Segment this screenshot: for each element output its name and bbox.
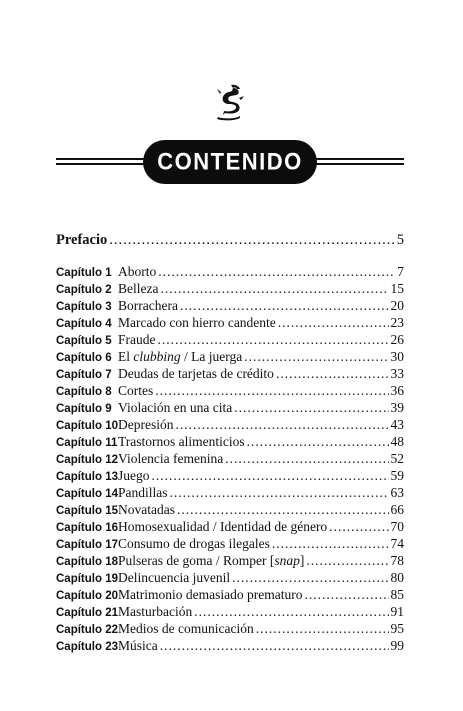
- chapter-entry: [118, 638, 404, 654]
- toc-entry[interactable]: [56, 604, 404, 621]
- chapter-page: 99: [390, 638, 404, 653]
- chapter-label: Capítulo 23: [56, 641, 118, 653]
- chapter-page: 36: [390, 383, 404, 398]
- chapter-label: Capítulo 15: [56, 505, 118, 517]
- chapter-title: Violencia femenina: [118, 451, 224, 466]
- title-pill: [143, 140, 317, 184]
- chapter-label: Capítulo 16: [56, 522, 118, 534]
- toc-entry[interactable]: [56, 468, 404, 485]
- toc-entry[interactable]: [56, 451, 404, 468]
- dot-leader: [177, 502, 389, 518]
- chapter-title: Trastornos alimenticios: [118, 434, 245, 449]
- prefacio-page: 5: [396, 232, 404, 248]
- dot-leader: [278, 315, 389, 331]
- chapter-title: Aborto: [118, 264, 157, 279]
- chapter-entry: [118, 451, 404, 467]
- chapter-title: Marcado con hierro candente: [118, 315, 276, 330]
- table-of-contents: [56, 264, 404, 655]
- toc-entry-prefacio[interactable]: [56, 232, 404, 248]
- dot-leader: [180, 298, 389, 314]
- dot-leader: [160, 638, 389, 654]
- chapter-entry: [118, 332, 404, 348]
- chapter-page: 85: [390, 587, 404, 602]
- chapter-label: Capítulo 3: [56, 301, 112, 313]
- chapter-label: Capítulo 20: [56, 590, 118, 602]
- toc-entry[interactable]: [56, 383, 404, 400]
- chapter-label: Capítulo 2: [56, 284, 112, 296]
- chapter-label: Capítulo 6: [56, 352, 112, 364]
- chapter-entry: [118, 536, 404, 552]
- toc-entry[interactable]: [56, 332, 404, 349]
- chapter-title: Pulseras de goma / Romper [snap]: [118, 553, 305, 568]
- chapter-page: 74: [390, 536, 404, 551]
- chapter-page: 78: [390, 553, 404, 568]
- dot-leader: [225, 451, 388, 467]
- chapter-page: 33: [390, 366, 404, 381]
- chapter-entry: [118, 553, 404, 569]
- toc-entry[interactable]: [56, 621, 404, 638]
- chapter-label: Capítulo 1: [56, 267, 112, 279]
- chapter-entry: [118, 502, 404, 518]
- toc-entry[interactable]: [56, 638, 404, 655]
- toc-entry[interactable]: [56, 587, 404, 604]
- toc-entry[interactable]: [56, 502, 404, 519]
- chapter-page: 70: [390, 519, 404, 534]
- chapter-title: Belleza: [118, 281, 159, 296]
- chapter-title: Borrachera: [118, 298, 178, 313]
- dot-leader: [272, 536, 389, 552]
- chapter-entry: [118, 468, 404, 484]
- dot-leader: [152, 468, 389, 484]
- dot-leader: [155, 383, 388, 399]
- chapter-label: Capítulo 7: [56, 369, 112, 381]
- chapter-entry: [118, 587, 404, 603]
- dot-leader: [256, 621, 389, 637]
- toc-entry[interactable]: [56, 298, 404, 315]
- chapter-title: Juego: [118, 468, 150, 483]
- chapter-entry: [118, 298, 404, 314]
- toc-entry[interactable]: [56, 281, 404, 298]
- chapter-label: Capítulo 14: [56, 488, 118, 500]
- chapter-page: 30: [390, 349, 404, 364]
- chapter-label: Capítulo 19: [56, 573, 118, 585]
- dot-leader: [158, 332, 389, 348]
- chapter-label: Capítulo 9: [56, 403, 112, 415]
- dot-leader: [232, 570, 388, 586]
- chapter-page: 7: [397, 264, 404, 279]
- chapter-page: 80: [390, 570, 404, 585]
- chapter-entry: [118, 366, 404, 382]
- chapter-label: Capítulo 10: [56, 420, 118, 432]
- chapter-page: 43: [390, 417, 404, 432]
- dot-leader: [158, 264, 395, 280]
- toc-entry[interactable]: [56, 434, 404, 451]
- toc-entry[interactable]: [56, 264, 404, 281]
- chapter-label: Capítulo 18: [56, 556, 118, 568]
- chapter-title: Depresión: [118, 417, 174, 432]
- chapter-page: 23: [390, 315, 404, 330]
- chapter-page: 95: [390, 621, 404, 636]
- chapter-title: Pandillas: [118, 485, 168, 500]
- chapter-entry: [118, 621, 404, 637]
- dot-leader: [175, 417, 388, 433]
- dot-leader: [160, 281, 388, 297]
- chapter-label: Capítulo 4: [56, 318, 112, 330]
- toc-entry[interactable]: [56, 536, 404, 553]
- toc-entry[interactable]: [56, 570, 404, 587]
- chapter-entry: [118, 570, 404, 586]
- prefacio-label: Prefacio: [56, 232, 108, 248]
- chapter-label: Capítulo 13: [56, 471, 118, 483]
- dot-leader: [247, 434, 389, 450]
- dot-leader: [304, 587, 388, 603]
- toc-entry[interactable]: [56, 366, 404, 383]
- dot-leader: [244, 349, 388, 365]
- chapter-entry: [118, 264, 404, 280]
- chapter-page: 26: [390, 332, 404, 347]
- chapter-title: Fraude: [118, 332, 156, 347]
- chapter-entry: [118, 604, 404, 620]
- chapter-entry: [118, 485, 404, 501]
- chapter-entry: [118, 417, 404, 433]
- chapter-entry: [118, 281, 404, 297]
- dot-leader: [109, 232, 394, 249]
- dot-leader: [170, 485, 389, 501]
- chapter-page: 48: [390, 434, 404, 449]
- dot-leader: [234, 400, 388, 416]
- chapter-title: Música: [118, 638, 158, 653]
- chapter-title: Matrimonio demasiado prematuro: [118, 587, 303, 602]
- chapter-entry: [118, 434, 404, 450]
- chapter-label: Capítulo 8: [56, 386, 112, 398]
- toc-entry[interactable]: [56, 417, 404, 434]
- chapter-page: 91: [390, 604, 404, 619]
- dot-leader: [194, 604, 388, 620]
- page-title: CONTENIDO: [157, 147, 303, 176]
- chapter-label: Capítulo 5: [56, 335, 112, 347]
- chapter-page: 20: [390, 298, 404, 313]
- toc-entry[interactable]: [56, 553, 404, 570]
- chapter-title: Homosexualidad / Identidad de género: [118, 519, 328, 534]
- chapter-title: Delincuencia juvenil: [118, 570, 231, 585]
- chapter-title: Deudas de tarjetas de crédito: [118, 366, 274, 381]
- dot-leader: [276, 366, 389, 382]
- chapter-title: Cortes: [118, 383, 154, 398]
- chapter-page: 39: [390, 400, 404, 415]
- chapter-entry: [118, 400, 404, 416]
- toc-entry[interactable]: [56, 485, 404, 502]
- chapter-title: Medios de comunicación: [118, 621, 254, 636]
- chapter-title: Violación en una cita: [118, 400, 233, 415]
- chapter-label: Capítulo 22: [56, 624, 118, 636]
- chapter-label: Capítulo 12: [56, 454, 118, 466]
- chapter-page: 15: [390, 281, 404, 296]
- chapter-label: Capítulo 11: [56, 437, 118, 449]
- title-banner: [56, 140, 404, 184]
- chapter-title: El clubbing / La juerga: [118, 349, 243, 364]
- chapter-label: Capítulo 21: [56, 607, 118, 619]
- chapter-page: 66: [390, 502, 404, 517]
- chapter-title: Novatadas: [118, 502, 175, 517]
- chapter-page: 63: [390, 485, 404, 500]
- chapter-label: Capítulo 17: [56, 539, 118, 551]
- dragon-icon: [209, 82, 249, 122]
- chapter-entry: [118, 519, 404, 535]
- toc-entry[interactable]: [56, 519, 404, 536]
- dot-leader: [329, 519, 388, 535]
- toc-entry[interactable]: [56, 400, 404, 417]
- chapter-entry: [118, 383, 404, 399]
- chapter-entry: [118, 315, 404, 331]
- chapter-page: 52: [390, 451, 404, 466]
- chapter-title: Consumo de drogas ilegales: [118, 536, 270, 551]
- toc-entry[interactable]: [56, 349, 404, 366]
- chapter-page: 59: [390, 468, 404, 483]
- chapter-title: Masturbación: [118, 604, 193, 619]
- toc-entry[interactable]: [56, 315, 404, 332]
- chapter-entry: [118, 349, 404, 365]
- dot-leader: [306, 553, 388, 569]
